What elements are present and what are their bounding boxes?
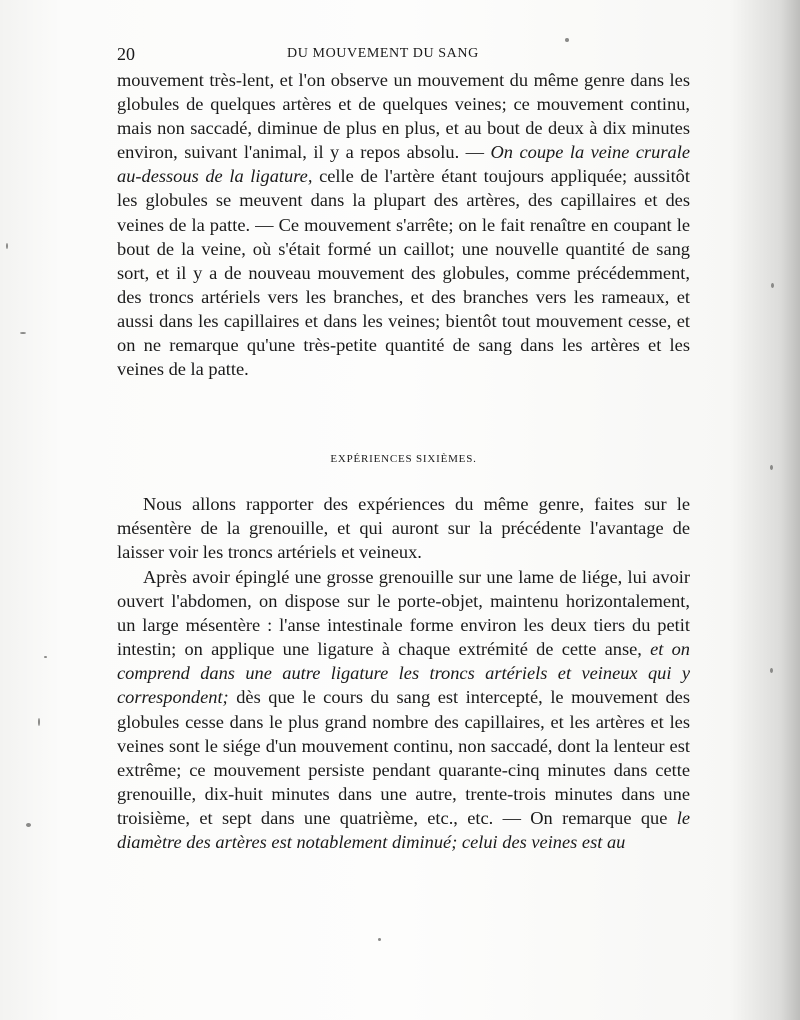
paper-speck xyxy=(6,243,8,249)
paragraph-1 xyxy=(117,68,690,381)
paragraph-3 xyxy=(117,565,690,854)
section-heading: EXPÉRIENCES SIXIÈMES. xyxy=(330,453,477,465)
paragraph-1-text-b: celle de l'artère étant toujours appliquée; aussitôt les globules se meuvent dans la plupart des artères, des capillaires et des veines de la patte. — Ce mouvement s'arrête; on le fait renaître en coupant le bout de la veine, où s'était formé un caillot; une nouvelle quantité de sang sort, et il y a de nouveau mouvement des globules, comme précédemment, des troncs artériels vers les branches, et des branches vers les rameaux, et aussi dans les capillaires et dans les veines; bientôt tout mouvement cesse, et on ne remarque qu'une très-petite quantité de sang dans les artères et les veines de la patte. xyxy=(117,166,690,380)
paper-speck xyxy=(771,283,774,288)
paragraph-3-italic-a: et on comprend dans une autre ligature les troncs artériels et veineux qui y correspondent; xyxy=(117,639,690,708)
paragraph-1-italic: On coupe la veine crurale au-dessous de la ligature, xyxy=(117,142,690,187)
paragraph-3-italic-b: le diamètre des artères est notablement diminué; celui des veines est au xyxy=(117,807,690,853)
running-head xyxy=(117,42,690,66)
header-title: DU MOUVEMENT DU SANG xyxy=(287,46,479,61)
paper-speck xyxy=(378,938,381,941)
paper-speck xyxy=(26,823,31,827)
paragraph-3-text-a: Après avoir épinglé une grosse grenouille sur une lame de liége, lui avoir ouvert l'abdomen, on dispose sur le porte-objet, maintenu horizontalement, un large mésentère : l'anse intestinale forme environ les deux tiers du petit intestin; on applique une ligature à chaque extrémité de cette anse, xyxy=(117,567,690,660)
paragraph-1-text-a: mouvement très-lent, et l'on observe un mouvement du même genre dans les globules de quelques artères et de quelques veines; ce mouvement continu, mais non saccadé, diminue de plus en plus, et au bout de deux à dix minutes environ, suivant l'animal, il y a repos absolu. — xyxy=(117,70,690,163)
paper-speck xyxy=(565,38,569,42)
paper-speck xyxy=(44,656,47,658)
paper-speck xyxy=(20,332,26,334)
paragraph-2: Nous allons rapporter des expériences du même genre, faites sur le mésentère de la grenouille, et qui auront sur la précédente l'avantage de laisser voir les troncs artériels et veineux. xyxy=(117,494,690,563)
paper-speck xyxy=(770,465,773,470)
page-number: 20 xyxy=(117,44,135,64)
paragraph-3-text-b: dès que le cours du sang est intercepté, le mouvement des globules cesse dans le plus grand nombre des capillaires, et les artères et les veines sont le siége d'un mouvement continu, non saccadé, dont la lenteur est extrême; ce mouvement persiste pendant quarante-cinq minutes dans cette grenouille, dix-huit minutes dans une autre, trente-trois minutes dans une troisième, et sept dans une quatrième, etc., etc. — On remarque que xyxy=(117,687,690,828)
paper-speck xyxy=(38,718,40,726)
paper-speck xyxy=(770,668,773,673)
